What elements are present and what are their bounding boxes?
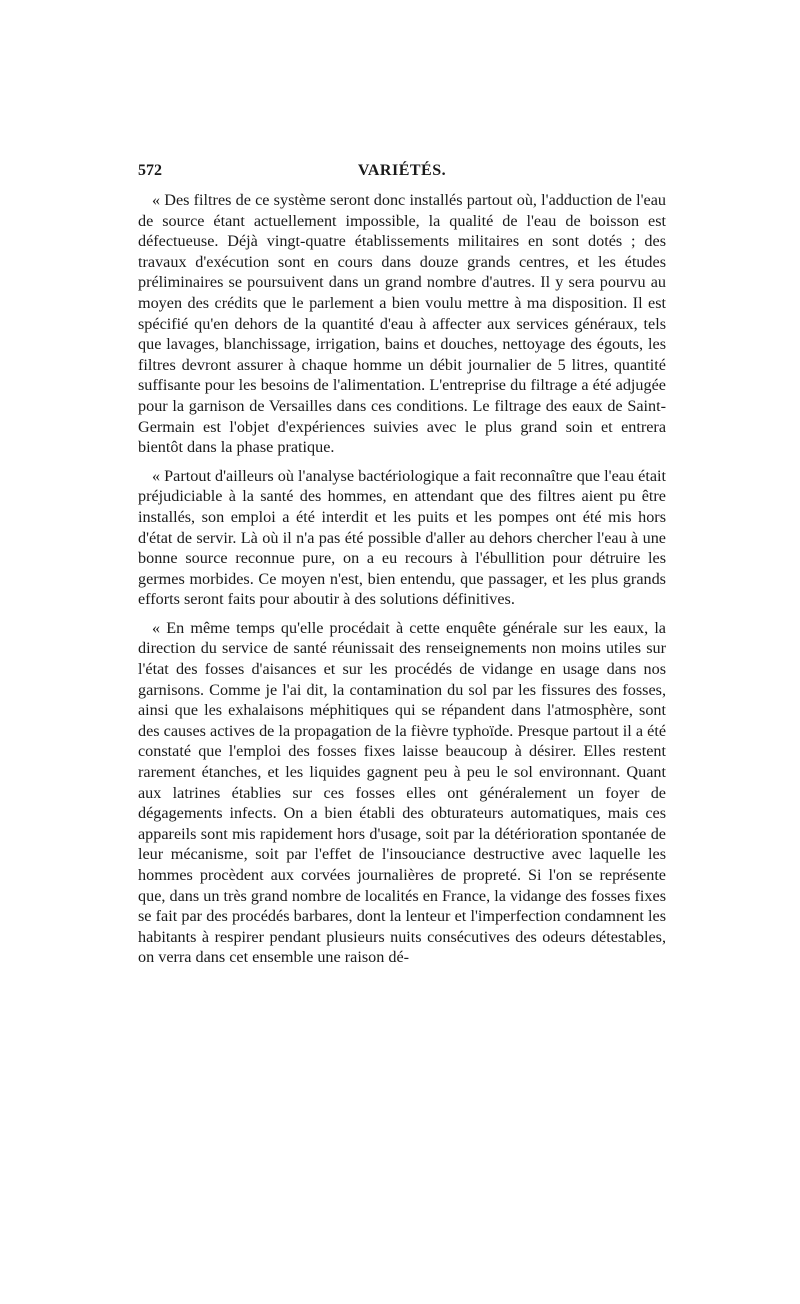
- paragraph-cesspools: « En même temps qu'elle procédait à cette enquête générale sur les eaux, la direction du service de santé réunissait des renseignements non moins utiles sur l'état des fosses d'aisances et sur les procédés de vidange en usage dans nos garnisons. Comme je l'ai dit, la contamination du sol par les fissures des fosses, ainsi que les exhalaisons méphitiques qui se répandent dans l'atmosphère, sont des causes actives de la propagation de la fièvre typhoïde. Presque partout il a été constaté que l'emploi des fosses fixes laisse beaucoup à désirer. Elles restent rarement étanches, et les liquides gagnent peu à peu le sol environnant. Quant aux latrines établies sur ces fosses elles ont généralement un foyer de dégagements infects. On a bien établi des obturateurs automatiques, mais ces appareils sont mis rapidement hors d'usage, soit par la détérioration spontanée de leur mécanisme, soit par l'effet de l'insouciance destructive avec laquelle les hommes procèdent aux corvées journalières de propreté. Si l'on se représente que, dans un très grand nombre de localités en France, la vidange des fosses fixes se fait par des procédés barbares, dont la lenteur et l'imperfection condamnent les habitants à respirer pendant plusieurs nuits consécutives des odeurs détestables, on verra dans cet ensemble une raison dé-: [138, 618, 666, 967]
- book-page: [138, 162, 666, 976]
- paragraph-bacteriological-analysis: « Partout d'ailleurs où l'analyse bactériologique a fait reconnaître que l'eau était préjudiciable à la santé des hommes, en attendant que des filtres aient pu être installés, son emploi a été interdit et les puits et les pompes ont été mis hors d'état de servir. Là où il n'a pas été possible d'aller au dehors chercher l'eau à une bonne source reconnue pure, on a eu recours à l'ébullition pour détruire les germes morbides. Ce moyen n'est, bien entendu, que passager, et les plus grands efforts seront faits pour aboutir à des solutions définitives.: [138, 466, 666, 609]
- page-header: [138, 162, 666, 184]
- running-title: VARIÉTÉS.: [357, 162, 447, 179]
- paragraph-filters: « Des filtres de ce système seront donc installés partout où, l'adduction de l'eau de source étant actuellement impossible, la qualité de l'eau de boisson est défectueuse. Déjà vingt-quatre établissements militaires en sont dotés ; des travaux d'exécution sont en cours dans douze grands centres, et les études préliminaires se poursuivent dans un grand nombre d'autres. Il y sera pourvu au moyen des crédits que le parlement a bien voulu mettre à ma disposition. Il est spécifié qu'en dehors de la quantité d'eau à affecter aux services généraux, tels que lavages, blanchissage, irrigation, bains et douches, nettoyage des égouts, les filtres devront assurer à chaque homme un débit journalier de 5 litres, quantité suffisante pour les besoins de l'alimentation. L'entreprise du filtrage a été adjugée pour la garnison de Versailles dans ces conditions. Le filtrage des eaux de Saint-Germain est l'objet d'expériences suivies avec le plus grand soin et entrera bientôt dans la phase pratique.: [138, 191, 666, 457]
- page-number: 572: [138, 162, 162, 179]
